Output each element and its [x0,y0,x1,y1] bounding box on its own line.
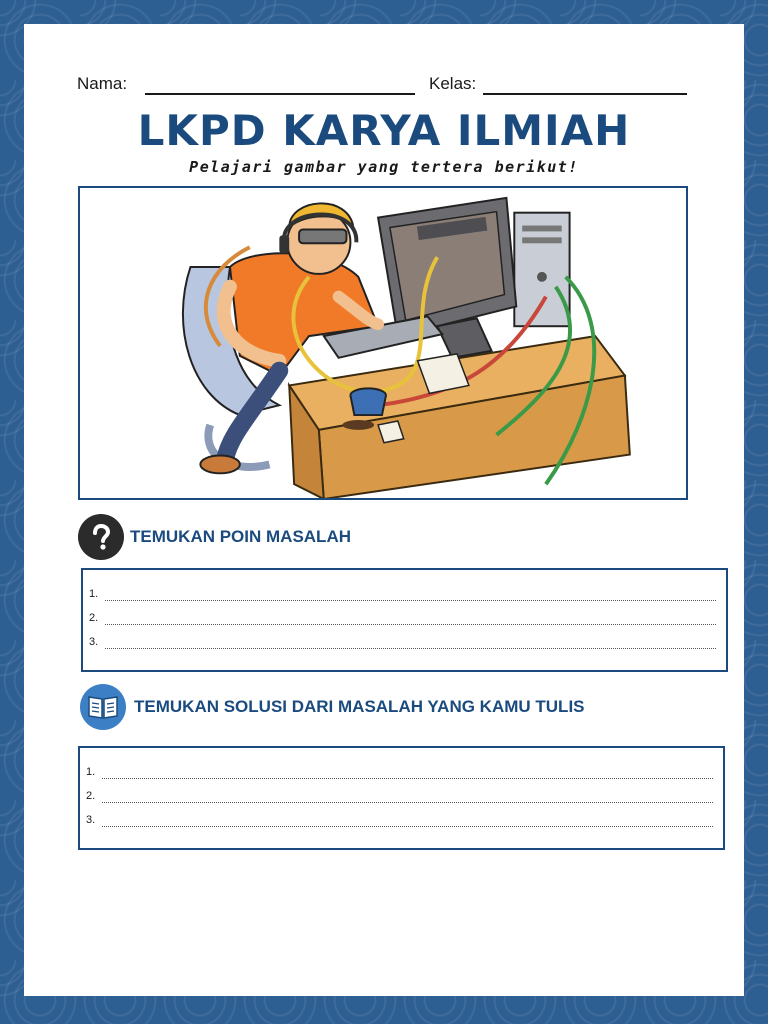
problem-number-1: 1. [89,588,99,600]
student-info-row [77,72,697,98]
class-label: Kelas: [429,74,477,93]
page-title: LKPD KARYA ILMIAH [137,106,631,155]
solutions-answer-box [78,746,725,850]
solution-line-2[interactable] [86,790,713,806]
section-solutions-title: TEMUKAN SOLUSI DARI MASALAH YANG KAMU TULIS [134,697,585,716]
section-problems-title: TEMUKAN POIN MASALAH [130,527,351,546]
problem-number-2: 2. [89,612,99,624]
solution-number-1: 1. [86,766,96,778]
problem-line-1[interactable] [89,588,716,604]
section-problems-header [78,514,698,560]
worksheet-page [24,24,744,996]
problems-answer-box [81,568,728,672]
class-field[interactable] [483,93,687,95]
book-icon [80,684,126,730]
solution-number-3: 3. [86,814,96,826]
problem-line-2[interactable] [89,612,716,628]
gamer-computer-illustration [80,188,686,498]
section-solutions-header [78,684,698,730]
problem-number-3: 3. [89,636,99,648]
page-subtitle: Pelajari gambar yang tertera berikut! [189,158,579,176]
problem-line-3[interactable] [89,636,716,652]
name-label: Nama: [77,74,128,93]
solution-line-1[interactable] [86,766,713,782]
solution-number-2: 2. [86,790,96,802]
illustration-frame [78,186,688,500]
name-field[interactable] [145,93,415,95]
solution-line-3[interactable] [86,814,713,830]
question-icon [78,514,124,560]
